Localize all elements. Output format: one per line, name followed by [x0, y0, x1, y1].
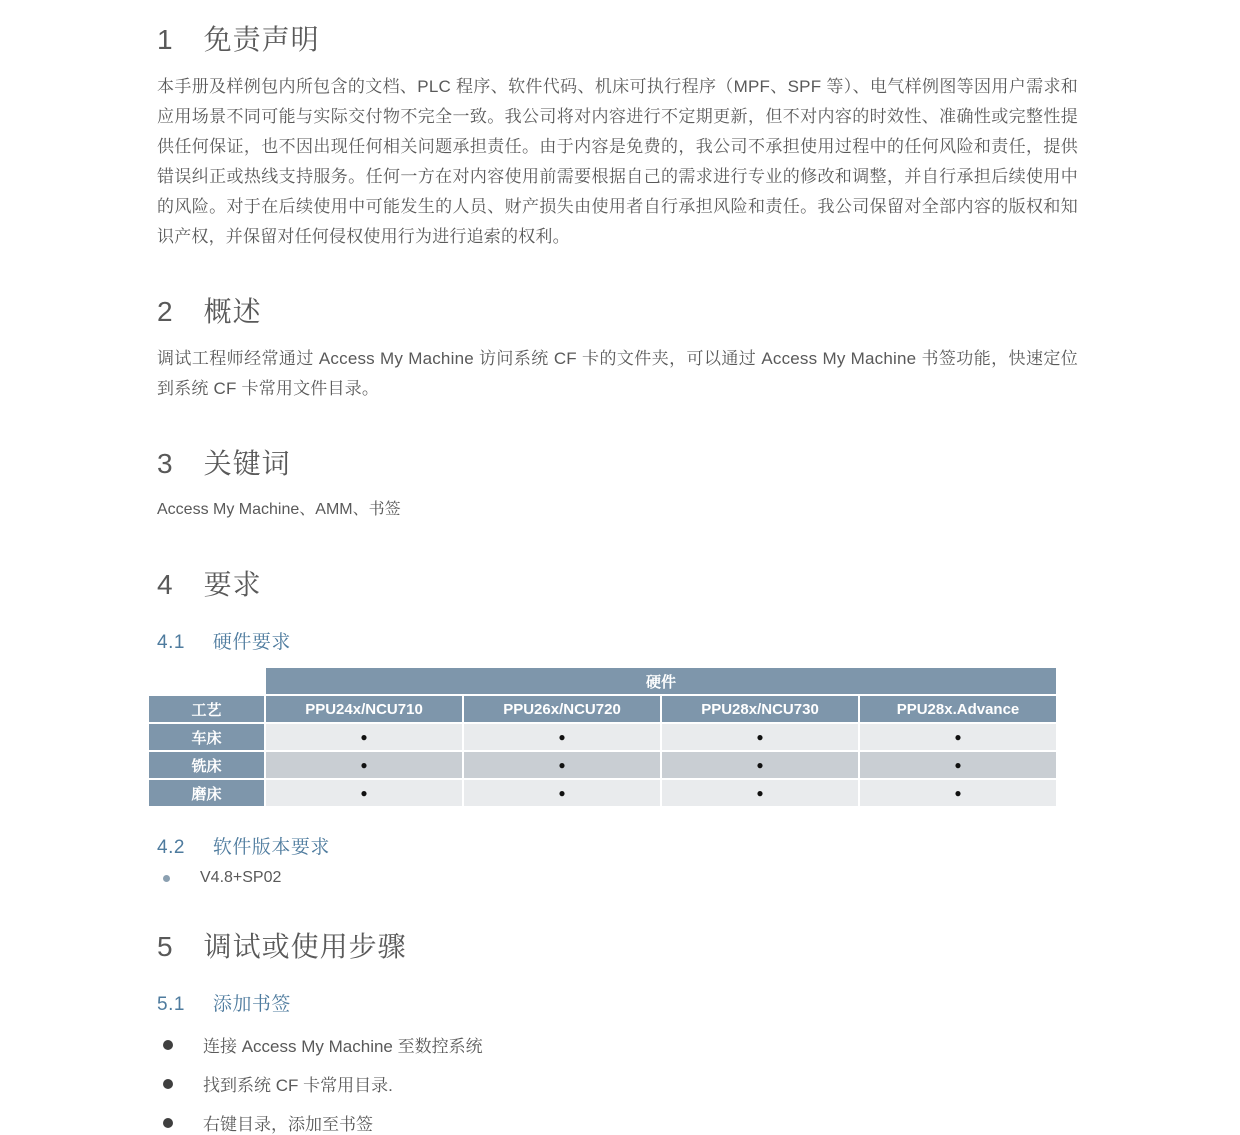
subheading-number: 4.1: [157, 632, 185, 653]
heading-title: 调试或使用步骤: [203, 931, 407, 962]
table-cell-dot: ●: [859, 751, 1057, 779]
heading-software-requirements: [157, 832, 1078, 859]
list-item-text: 找到系统 CF 卡常用目录.: [203, 1076, 393, 1095]
heading-number: 5: [157, 931, 174, 962]
subheading-title: 软件版本要求: [212, 837, 330, 858]
table-row-label: 铣床: [148, 751, 265, 779]
heading-number: 4: [157, 569, 174, 600]
table-cell-dot: ●: [463, 779, 661, 807]
table-cell-dot: ●: [265, 779, 463, 807]
heading-number: 1: [157, 24, 174, 55]
heading-title: 概述: [203, 296, 262, 327]
list-item: [163, 1032, 1078, 1057]
table-cell-dot: ●: [661, 779, 859, 807]
table-cell-dot: ●: [859, 779, 1057, 807]
table-cell-dot: ●: [661, 723, 859, 751]
subheading-title: 硬件要求: [212, 632, 291, 653]
heading-title: 免责声明: [203, 24, 320, 55]
subheading-number: 5.1: [157, 994, 185, 1015]
list-item: [163, 869, 1078, 887]
table-row: [148, 723, 1057, 751]
heading-add-bookmark: [157, 989, 1078, 1016]
table-row-label: 车床: [148, 723, 265, 751]
list-item-text: V4.8+SP02: [200, 869, 282, 886]
table-row-label: 磨床: [148, 779, 265, 807]
heading-overview: [157, 290, 1078, 330]
hardware-table: [147, 666, 1058, 808]
heading-number: 3: [157, 448, 174, 479]
section-disclaimer: [157, 18, 1078, 252]
disclaimer-paragraph: 本手册及样例包内所包含的文档、PLC 程序、软件代码、机床可执行程序（MPF、SPF 等）、电气样例图等因用户需求和应用场景不同可能与实际交付物不完全一致。我公司将对内容进行不定期更新，但不对内容的时效性、准确性或完整性提供任何保证，也不因出现任何相关问题承担责任。由于内容是免费的，我公司不承担使用过程中的任何风险和责任，提供错误纠正或热线支持服务。任何一方在对内容使用前需要根据自己的需求进行专业的修改和调整，并自行承担后续使用中的风险。对于在后续使用中可能发生的人员、财产损失由使用者自行承担风险和责任。我公司保留对全部内容的版权和知识产权，并保留对任何侵权使用行为进行追索的权利。: [157, 77, 1078, 246]
table-cell-dot: ●: [463, 751, 661, 779]
table-cell-dot: ●: [859, 723, 1057, 751]
table-row: [148, 751, 1057, 779]
section-requirements: [157, 563, 1078, 887]
table-column-header: PPU24x/NCU710: [265, 695, 463, 723]
table-column-header: 工艺: [148, 695, 265, 723]
section-overview: [157, 290, 1078, 404]
table-cell-dot: ●: [265, 751, 463, 779]
table-row: [148, 779, 1057, 807]
table-column-header: PPU28x.Advance: [859, 695, 1057, 723]
table-column-header: PPU28x/NCU730: [661, 695, 859, 723]
heading-keywords: [157, 442, 1078, 482]
steps-list: [157, 1032, 1078, 1135]
keywords-text: Access My Machine、AMM、书签: [157, 501, 401, 518]
table-header-row: [148, 695, 1057, 723]
table-blank-cell: [148, 667, 265, 695]
table-cell-dot: ●: [265, 723, 463, 751]
list-item-text: 连接 Access My Machine 至数控系统: [203, 1037, 483, 1056]
subheading-number: 4.2: [157, 837, 185, 858]
bullet-icon: [163, 1040, 173, 1050]
bullet-icon: [163, 1079, 173, 1089]
list-item: [163, 1071, 1078, 1096]
heading-number: 2: [157, 296, 174, 327]
table-column-header: PPU26x/NCU720: [463, 695, 661, 723]
heading-disclaimer: [157, 18, 1078, 58]
section-keywords: [157, 442, 1078, 519]
overview-paragraph: 调试工程师经常通过 Access My Machine 访问系统 CF 卡的文件夹，可以通过 Access My Machine 书签功能，快速定位到系统 CF 卡常用文件目录。: [157, 349, 1078, 398]
bullet-icon: [163, 875, 170, 882]
table-group-header-row: [148, 667, 1057, 695]
heading-title: 要求: [203, 569, 262, 600]
heading-requirements: [157, 563, 1078, 603]
list-item: [163, 1110, 1078, 1135]
bullet-icon: [163, 1118, 173, 1128]
table-cell-dot: ●: [661, 751, 859, 779]
section-steps: [157, 925, 1078, 1135]
heading-hardware-requirements: [157, 627, 1078, 654]
table-group-header: 硬件: [265, 667, 1057, 695]
heading-steps: [157, 925, 1078, 965]
list-item-text: 右键目录，添加至书签: [203, 1115, 373, 1134]
heading-title: 关键词: [203, 448, 291, 479]
subheading-title: 添加书签: [212, 994, 291, 1015]
table-cell-dot: ●: [463, 723, 661, 751]
